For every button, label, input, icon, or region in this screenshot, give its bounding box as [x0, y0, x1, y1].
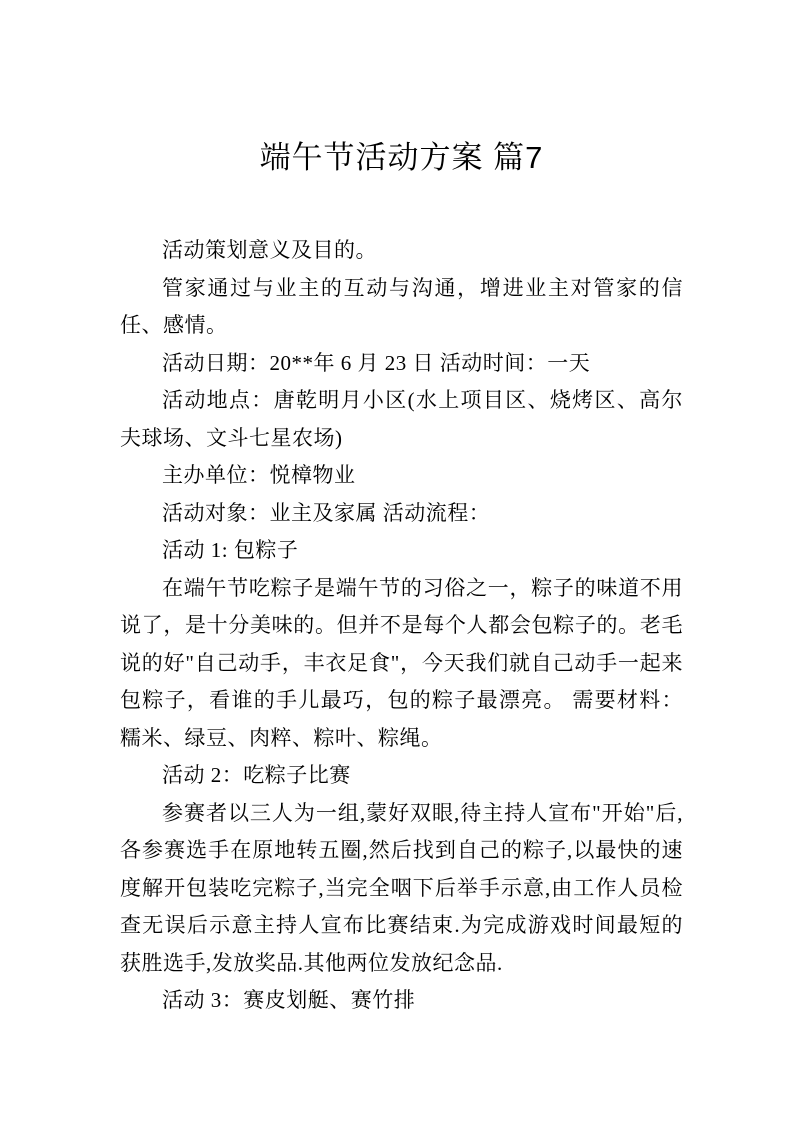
paragraph-purpose: 管家通过与业主的互动与沟通，增进业主对管家的信任、感情。 — [120, 275, 683, 337]
paragraph-activity-3-heading: 活动 3：赛皮划艇、赛竹排 — [162, 988, 416, 1012]
paragraph-activity-1-description: 在端午节吃粽子是端午节的习俗之一，粽子的味道不用说了，是十分美味的。但并不是每个人都会包粽子的。老毛说的好"自己动手，丰衣足食"，今天我们就自己动手一起来包粽子，看谁的手儿最巧，包的粽子最漂亮。 需要材料：糯米、绿豆、肉粹、粽叶、粽绳。 — [120, 575, 683, 750]
document-title: 端午节活动方案 篇7 — [259, 140, 544, 175]
paragraph-activity-2-description: 参赛者以三人为一组,蒙好双眼,待主持人宣布"开始"后,各参赛选手在原地转五圈,然后找到自己的粽子,以最快的速度解开包装吃完粽子,当完全咽下后举手示意,由工作人员检查无误后示意主持人宣布比赛结束.为完成游戏时间最短的获胜选手,发放奖品.其他两位发放纪念品. — [120, 800, 683, 975]
paragraph-location: 活动地点：唐乾明月小区(水上项目区、烧烤区、高尔夫球场、文斗七星农场) — [120, 388, 683, 450]
paragraph-activity-2-heading: 活动 2：吃粽子比赛 — [162, 763, 351, 787]
paragraph-activity-1-heading: 活动 1: 包粽子 — [162, 538, 299, 562]
paragraph-date-time: 活动日期：20**年 6 月 23 日 活动时间：一天 — [162, 350, 591, 375]
paragraph-intent: 活动策划意义及目的。 — [162, 238, 377, 262]
document-content — [120, 138, 683, 1020]
paragraph-audience-flow: 活动对象：业主及家属 活动流程： — [162, 500, 491, 525]
paragraph-organizer: 主办单位：悦樟物业 — [162, 463, 356, 487]
